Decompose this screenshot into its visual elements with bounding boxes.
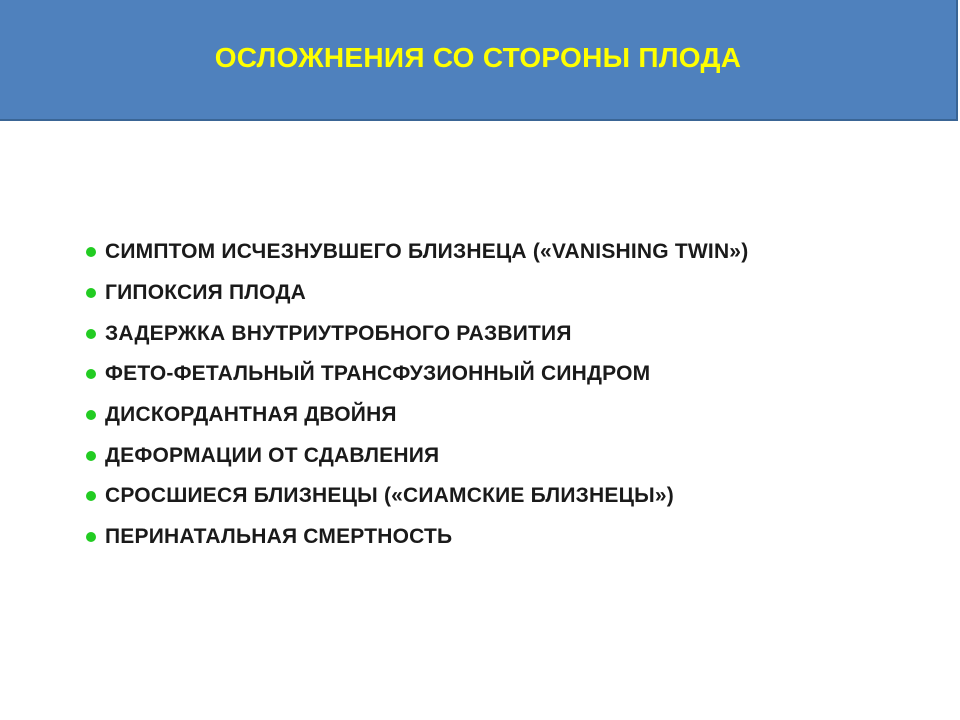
list-item [86, 435, 748, 476]
title-bar [0, 0, 958, 121]
list-item-label: ЗАДЕРЖКА ВНУТРИУТРОБНОГО РАЗВИТИЯ [105, 321, 572, 345]
list-item-label: ДЕФОРМАЦИИ ОТ СДАВЛЕНИЯ [105, 443, 440, 467]
list-item-label: ГИПОКСИЯ ПЛОДА [105, 281, 306, 305]
bullet-dot-icon [86, 369, 96, 379]
bullet-dot-icon [86, 532, 96, 542]
list-item [86, 517, 748, 558]
list-item [86, 313, 748, 354]
list-item [86, 232, 748, 273]
list-item [86, 354, 748, 395]
list-item [86, 395, 748, 436]
bullet-dot-icon [86, 288, 96, 298]
bullet-dot-icon [86, 410, 96, 420]
bullet-dot-icon [86, 329, 96, 339]
list-item-label: СИМПТОМ ИСЧЕЗНУВШЕГО БЛИЗНЕЦА («VANISHING TWIN») [105, 240, 749, 264]
list-item-label: ПЕРИНАТАЛЬНАЯ СМЕРТНОСТЬ [105, 525, 453, 549]
list-item-label: ДИСКОРДАНТНАЯ ДВОЙНЯ [105, 403, 397, 427]
bullet-dot-icon [86, 491, 96, 501]
bullet-dot-icon [86, 247, 96, 257]
list-item-label: ФЕТО-ФЕТАЛЬНЫЙ ТРАНСФУЗИОННЫЙ СИНДРОМ [105, 362, 651, 386]
list-item [86, 476, 748, 517]
slide-title: ОСЛОЖНЕНИЯ СО СТОРОНЫ ПЛОДА [214, 41, 742, 73]
list-item [86, 273, 748, 314]
bullet-list [86, 232, 748, 558]
list-item-label: СРОСШИЕСЯ БЛИЗНЕЦЫ («СИАМСКИЕ БЛИЗНЕЦЫ») [105, 484, 674, 508]
bullet-dot-icon [86, 451, 96, 461]
